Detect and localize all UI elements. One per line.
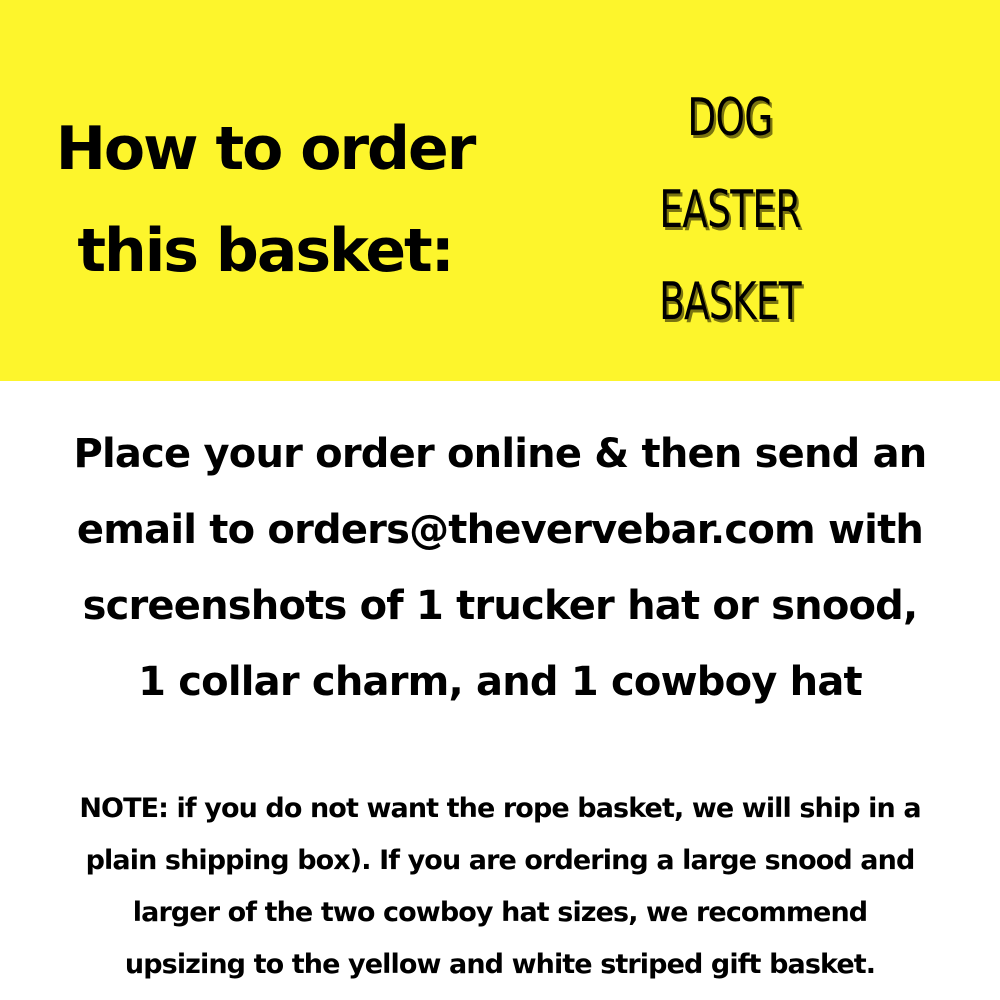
banner-heading bbox=[30, 98, 500, 302]
instructions-line: 1 collar charm, and 1 cowboy hat bbox=[138, 659, 862, 705]
yellow-banner bbox=[0, 0, 1000, 381]
note-line: plain shipping box). If you are ordering a large snood and bbox=[85, 845, 915, 876]
instructions-line: Place your order online & then send an bbox=[73, 431, 927, 477]
product-title bbox=[608, 72, 853, 348]
note-line: upsizing to the yellow and white striped gift basket. bbox=[124, 949, 876, 980]
banner-heading-line: this basket: bbox=[77, 216, 453, 286]
product-title-line: BASKET bbox=[659, 272, 801, 332]
banner-heading-line: How to order bbox=[55, 114, 475, 184]
instructions-line: screenshots of 1 trucker hat or snood, bbox=[82, 583, 918, 629]
note-line: larger of the two cowboy hat sizes, we recommend bbox=[132, 897, 868, 928]
product-title-line: EASTER bbox=[659, 180, 801, 240]
order-instructions bbox=[20, 416, 980, 720]
instructions-line: email to orders@thevervebar.com with bbox=[76, 507, 924, 553]
note-text bbox=[30, 783, 970, 991]
product-title-line: DOG bbox=[687, 88, 773, 148]
note-line: NOTE: if you do not want the rope basket, we will ship in a bbox=[79, 793, 921, 824]
